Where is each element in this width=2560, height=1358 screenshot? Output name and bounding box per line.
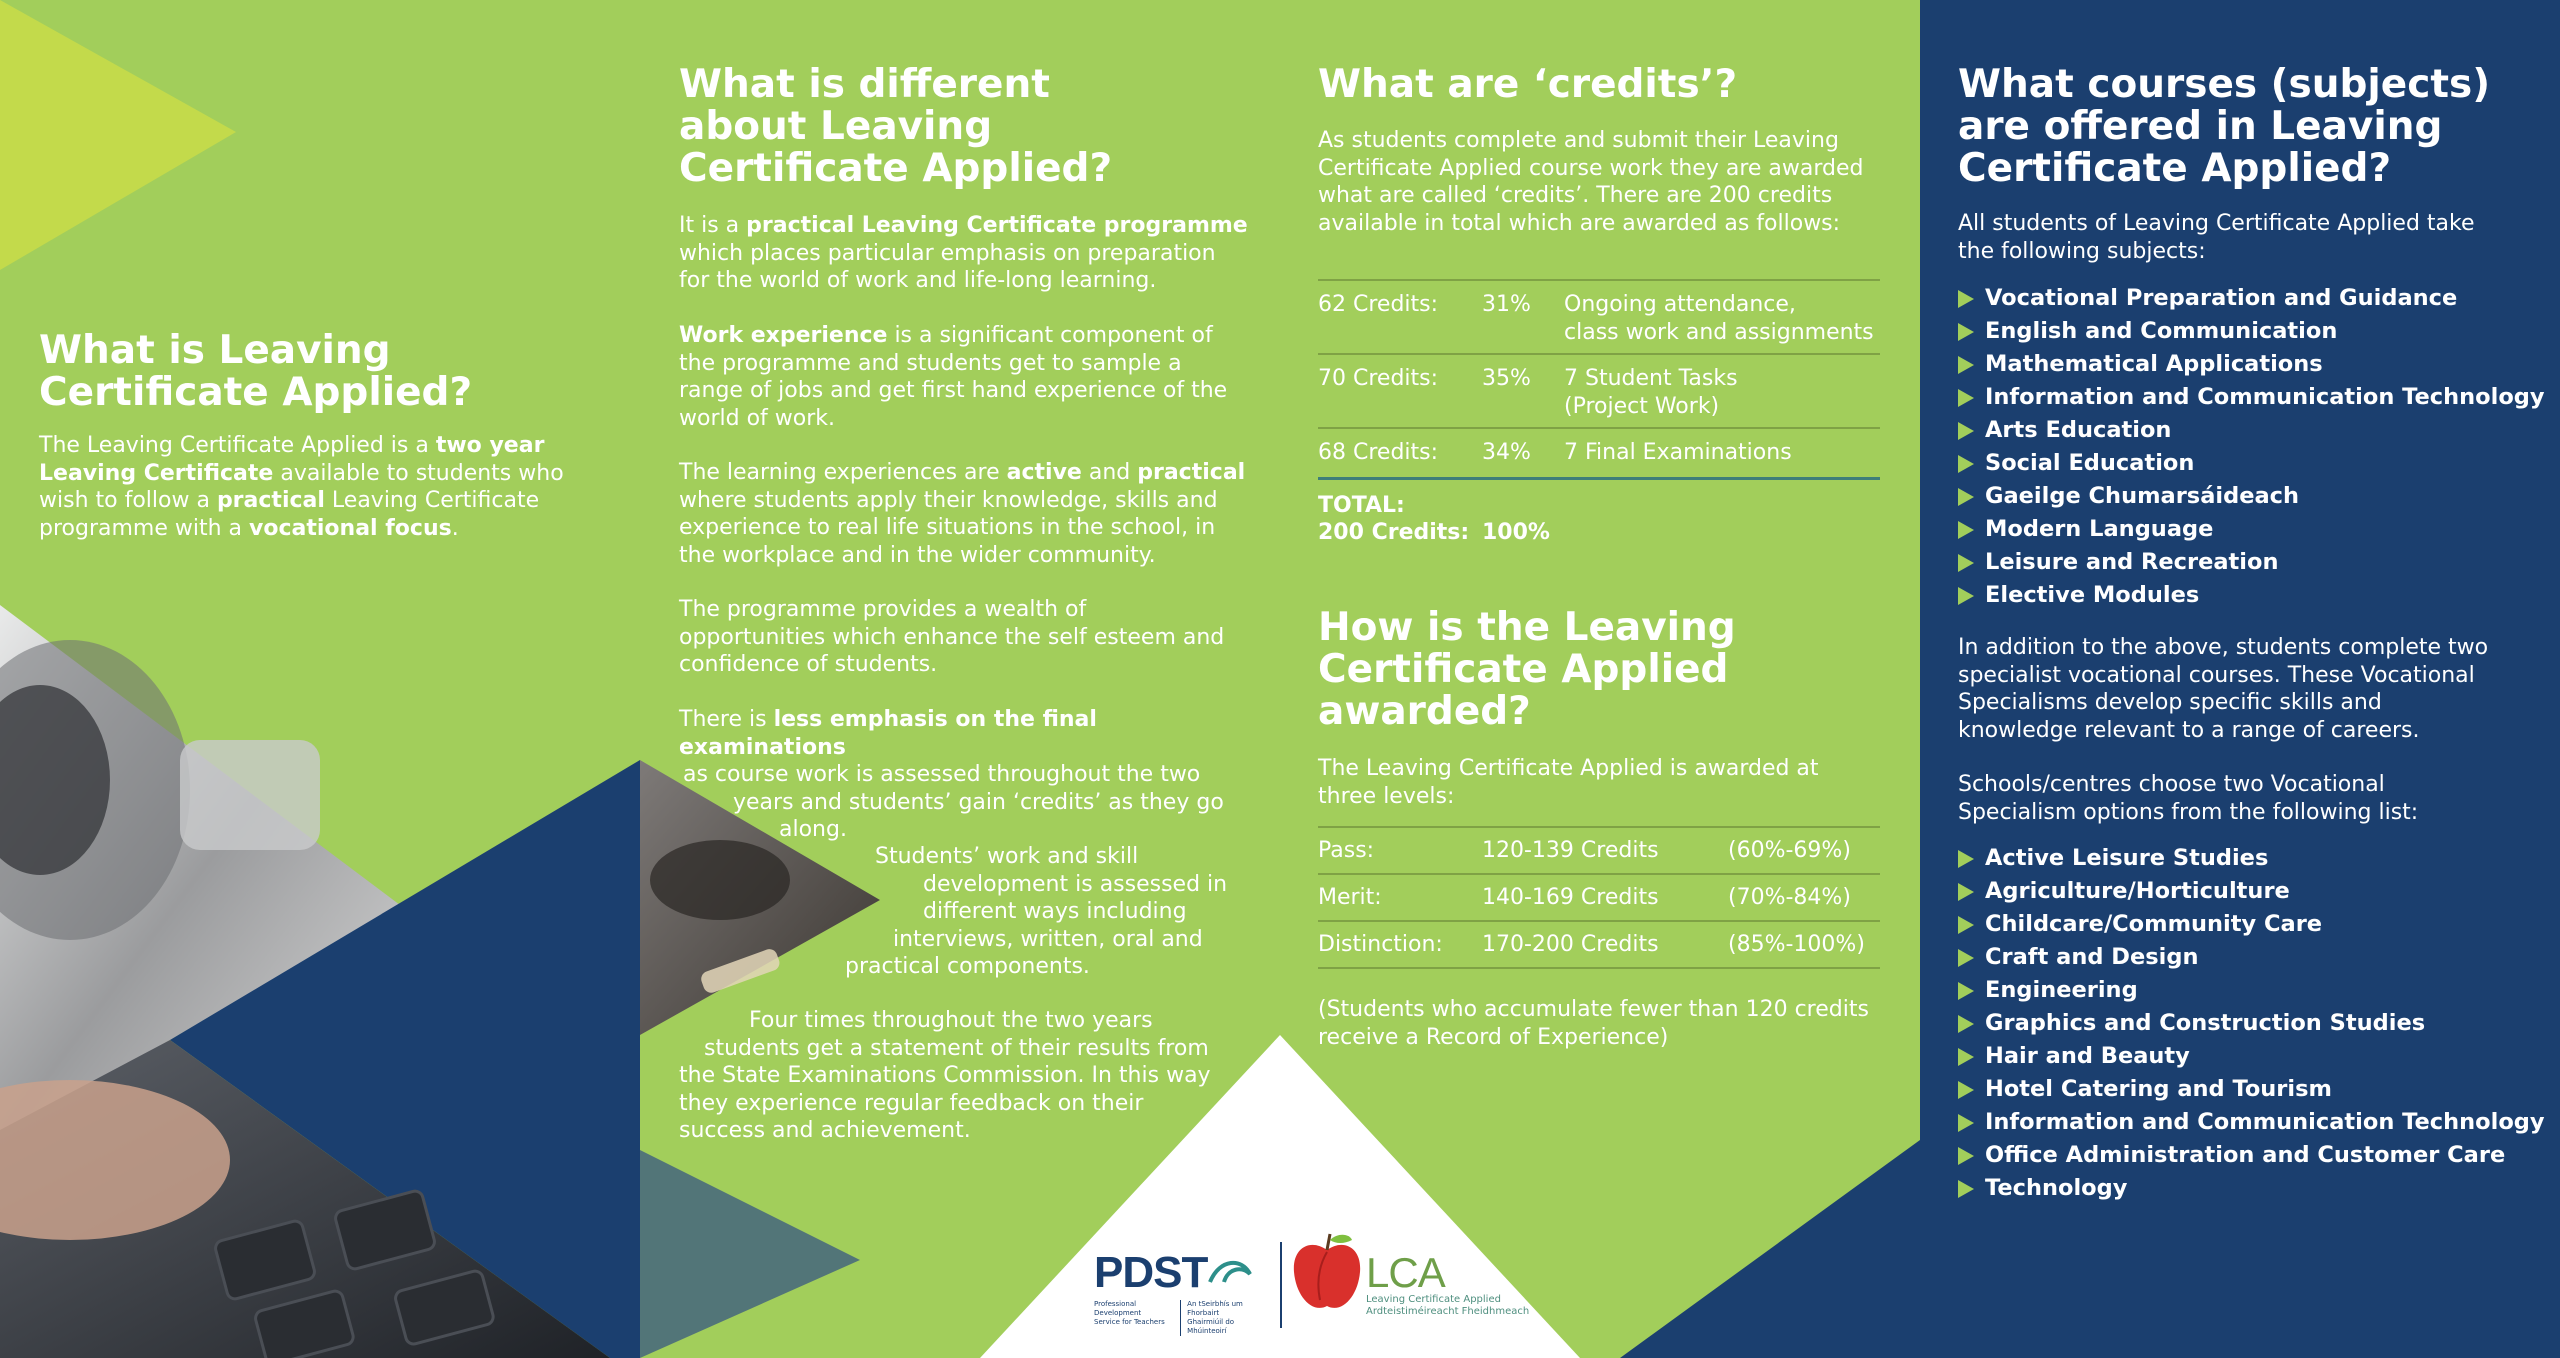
list-item — [1958, 1106, 2548, 1139]
body-text: . — [451, 515, 459, 541]
specialisms-paragraph-line: In addition to the above, students complete two — [1958, 635, 2489, 660]
triangle-bullet-icon — [1958, 455, 1974, 473]
award-row — [1318, 920, 1880, 969]
list-item-label: Hotel Catering and Tourism — [1985, 1076, 2332, 1102]
body-text: years and students’ gain ‘credits’ as they go — [733, 789, 1224, 815]
body-text: The programme provides a wealth of — [679, 597, 1087, 622]
list-item-label: Gaeilge Chumarsáideach — [1985, 483, 2300, 509]
emphasis-text: practical Leaving Certificate programme — [746, 213, 1248, 238]
credits-value: 68 Credits: — [1318, 440, 1439, 465]
list-item — [1958, 513, 2548, 546]
body-text: programme with a — [39, 515, 250, 541]
list-item-label: Social Education — [1985, 450, 2195, 476]
credits-intro-line: what are called ‘credits’. There are 200 credits — [1318, 183, 1833, 208]
para5-line — [679, 761, 1259, 789]
para7-line: they experience regular feedback on their — [679, 1090, 1144, 1116]
credits-desc-line: class work and assignments — [1564, 319, 1874, 345]
body-text: for the world of work and life-long learning. — [679, 268, 1157, 293]
credits-table — [1318, 279, 1880, 550]
pdst-sub-line: An tSeirbhís um Fhorbairt — [1187, 1300, 1243, 1317]
panel1-heading — [39, 330, 472, 414]
para5-line — [679, 816, 1259, 844]
list-item-label: Arts Education — [1985, 417, 2172, 443]
credits-heading: What are ‘credits’? — [1318, 62, 1738, 107]
panel1-body — [39, 432, 599, 542]
pdst-logo — [1094, 1248, 1264, 1335]
list-item-label: Engineering — [1985, 977, 2138, 1003]
specialisms-list — [1958, 842, 2548, 1205]
list-item — [1958, 546, 2548, 579]
triangle-bullet-icon — [1958, 521, 1974, 539]
triangle-bullet-icon — [1958, 1180, 1974, 1198]
list-item — [1958, 875, 2548, 908]
list-item — [1958, 414, 2548, 447]
lca-sub-line: Ardteistiméireacht Fheidhmeach — [1366, 1306, 1530, 1317]
pdst-sub-line: Ghairmiúil do Mhúinteoirí — [1187, 1318, 1235, 1335]
credits-intro-line: available in total which are awarded as follows: — [1318, 210, 1841, 236]
emphasis-text: practical — [1137, 460, 1246, 485]
panel2-heading-line: Certificate Applied? — [679, 146, 1113, 191]
panel2-paragraph — [679, 459, 1259, 569]
choose-paragraph-line: Specialism options from the following list: — [1958, 799, 2419, 825]
credits-intro-line: Certificate Applied course work they are awarded — [1318, 155, 1864, 181]
credits-intro — [1318, 127, 1898, 237]
list-item — [1958, 1007, 2548, 1040]
body-text: available to students who — [273, 460, 564, 486]
courses-intro — [1958, 210, 2538, 265]
award-row — [1318, 873, 1880, 920]
emphasis-text: Leaving Certificate — [39, 460, 274, 486]
list-item — [1958, 282, 2548, 315]
triangle-bullet-icon — [1958, 1048, 1974, 1066]
body-text: confidence of students. — [679, 652, 938, 677]
award-heading-line: awarded? — [1318, 689, 1531, 734]
lca-logo — [1366, 1249, 1530, 1318]
panel2-paragraph — [679, 322, 1259, 432]
para7-line: students get a statement of their results from — [704, 1035, 1209, 1061]
list-item-label: Office Administration and Customer Care — [1985, 1142, 2506, 1168]
triangle-bullet-icon — [1958, 290, 1974, 308]
list-item — [1958, 480, 2548, 513]
para6-line: different ways including — [923, 899, 1187, 924]
triangle-bullet-icon — [1958, 949, 1974, 967]
pdst-sub-line: Professional Development — [1094, 1300, 1142, 1317]
credits-total — [1318, 480, 1880, 550]
list-item-label: Technology — [1985, 1175, 2128, 1201]
triangle-bullet-icon — [1958, 1015, 1974, 1033]
pdst-sub-left — [1094, 1300, 1172, 1336]
pdst-sub — [1094, 1300, 1264, 1336]
panel2-paragraph-7 — [679, 1007, 1279, 1145]
body-text: There is — [679, 707, 774, 732]
award-row — [1318, 826, 1880, 873]
emphasis-text: less emphasis on the final examinations — [679, 707, 1097, 760]
award-level: Merit: — [1318, 885, 1382, 910]
award-range: 120-139 Credits — [1482, 838, 1659, 863]
para7-line: the State Examinations Commission. In this way — [679, 1063, 1211, 1088]
body-text: world of work. — [679, 405, 835, 431]
courses-intro-line: All students of Leaving Certificate Applied take — [1958, 211, 2475, 236]
triangle-bullet-icon — [1958, 916, 1974, 934]
pdst-sub-right — [1180, 1300, 1264, 1336]
credits-desc-line: Ongoing attendance, — [1564, 292, 1796, 317]
para6-line: practical components. — [845, 954, 1090, 979]
list-item — [1958, 1040, 2548, 1073]
panel2-heading-line: What is different — [679, 62, 1050, 107]
credits-intro-line: As students complete and submit their Leaving — [1318, 128, 1839, 153]
list-item-label: Childcare/Community Care — [1985, 911, 2323, 937]
award-note — [1318, 996, 1898, 1051]
award-intro — [1318, 755, 1898, 810]
list-item — [1958, 381, 2548, 414]
list-item-label: Craft and Design — [1985, 944, 2199, 970]
triangle-bullet-icon — [1958, 982, 1974, 1000]
lca-sub-line: Leaving Certificate Applied — [1366, 1294, 1501, 1305]
list-item-label: Vocational Preparation and Guidance — [1985, 285, 2458, 311]
panel2-heading — [679, 64, 1112, 190]
pdst-wordmark: PDST — [1094, 1248, 1208, 1297]
award-intro-line: three levels: — [1318, 783, 1455, 809]
list-item — [1958, 1073, 2548, 1106]
list-item-label: English and Communication — [1985, 318, 2338, 344]
triangle-bullet-icon — [1958, 850, 1974, 868]
list-item-label: Information and Communication Technology — [1985, 1109, 2545, 1135]
triangle-bullet-icon — [1958, 587, 1974, 605]
triangle-bullet-icon — [1958, 389, 1974, 407]
list-item — [1958, 908, 2548, 941]
total-label: TOTAL: — [1318, 493, 1405, 518]
award-percent: (85%-100%) — [1728, 932, 1865, 957]
triangle-bullet-icon — [1958, 323, 1974, 341]
para7-line: success and achievement. — [679, 1118, 971, 1143]
list-item-label: Elective Modules — [1985, 582, 2200, 608]
credits-percent: 31% — [1482, 292, 1531, 317]
courses-heading-line: What courses (subjects) — [1958, 62, 2491, 107]
panel1-heading-line: What is Leaving — [39, 328, 391, 373]
triangle-bullet-icon — [1958, 1114, 1974, 1132]
body-text: is a significant component of — [887, 323, 1213, 348]
total-credits: 200 Credits: — [1318, 520, 1470, 545]
emphasis-text: practical — [216, 488, 325, 513]
list-item — [1958, 974, 2548, 1007]
body-text: wish to follow a — [39, 488, 217, 513]
choose-paragraph — [1958, 771, 2548, 826]
list-item — [1958, 315, 2548, 348]
panel1-heading-line: Certificate Applied? — [39, 370, 473, 415]
award-heading-line: How is the Leaving — [1318, 605, 1736, 650]
list-item-label: Modern Language — [1985, 516, 2214, 542]
award-range: 140-169 Credits — [1482, 885, 1659, 910]
body-text: The Leaving Certificate Applied is a — [39, 433, 436, 458]
specialisms-paragraph-line: knowledge relevant to a range of careers. — [1958, 717, 2420, 743]
para5-line — [679, 789, 1259, 817]
specialisms-paragraph — [1958, 634, 2548, 744]
list-item-label: Graphics and Construction Studies — [1985, 1010, 2426, 1036]
list-item — [1958, 941, 2548, 974]
para6-line: development is assessed in — [923, 871, 1228, 897]
panel2-paragraph-6 — [679, 843, 1259, 981]
credits-percent: 35% — [1482, 366, 1531, 391]
panel2-heading-line: about Leaving — [679, 104, 993, 149]
emphasis-text: two year — [435, 433, 545, 458]
apple-icon — [1290, 1230, 1364, 1316]
award-range: 170-200 Credits — [1482, 932, 1659, 957]
body-text: the programme and students get to sample a — [679, 350, 1182, 376]
list-item — [1958, 579, 2548, 612]
list-item-label: Leisure and Recreation — [1985, 549, 2279, 575]
triangle-bullet-icon — [1958, 554, 1974, 572]
triangle-bullet-icon — [1958, 488, 1974, 506]
credits-desc: 7 Final Examinations — [1564, 440, 1792, 465]
body-text: where students apply their knowledge, skills and — [679, 487, 1218, 513]
specialisms-paragraph-line: specialist vocational courses. These Vocational — [1958, 662, 2475, 688]
credits-row — [1318, 353, 1880, 427]
logo-divider — [1280, 1242, 1282, 1328]
courses-heading — [1958, 64, 2490, 190]
award-percent: (70%-84%) — [1728, 885, 1851, 910]
award-intro-line: The Leaving Certificate Applied is awarded at — [1318, 756, 1819, 781]
para7-line: Four times throughout the two years — [749, 1008, 1153, 1033]
credits-value: 62 Credits: — [1318, 292, 1439, 317]
emphasis-text: Work experience — [679, 323, 888, 348]
list-item-label: Active Leisure Studies — [1985, 845, 2269, 871]
list-item — [1958, 1139, 2548, 1172]
body-text: the workplace and in the wider community. — [679, 542, 1156, 568]
panel2-paragraph — [679, 212, 1259, 295]
list-item-label: Information and Communication Technology — [1985, 384, 2545, 410]
list-item-label: Agriculture/Horticulture — [1985, 878, 2290, 904]
total-percent: 100% — [1482, 520, 1550, 545]
emphasis-text: active — [1006, 460, 1082, 485]
triangle-bullet-icon — [1958, 883, 1974, 901]
subjects-list — [1958, 282, 2548, 612]
triangle-bullet-icon — [1958, 422, 1974, 440]
award-level: Distinction: — [1318, 932, 1443, 957]
pdst-sub-line: Service for Teachers — [1094, 1318, 1165, 1326]
body-text: as course work is assessed throughout the two — [683, 762, 1201, 787]
award-note-line: receive a Record of Experience) — [1318, 1024, 1669, 1050]
body-text: range of jobs and get first hand experience of the — [679, 378, 1228, 403]
credits-desc — [1564, 291, 1874, 346]
credits-row — [1318, 279, 1880, 353]
award-heading — [1318, 607, 1736, 733]
courses-heading-line: Certificate Applied? — [1958, 146, 2392, 191]
award-heading-line: Certificate Applied — [1318, 647, 1729, 692]
body-text: Leaving Certificate — [324, 488, 540, 513]
triangle-bullet-icon — [1958, 356, 1974, 374]
list-item — [1958, 842, 2548, 875]
list-item-label: Hair and Beauty — [1985, 1043, 2190, 1069]
body-text: and — [1081, 460, 1138, 485]
list-item — [1958, 1172, 2548, 1205]
choose-paragraph-line: Schools/centres choose two Vocational — [1958, 772, 2385, 797]
credits-desc-line: 7 Student Tasks — [1564, 366, 1738, 391]
body-text: The learning experiences are — [679, 460, 1007, 485]
list-item-label: Mathematical Applications — [1985, 351, 2323, 377]
para6-line: interviews, written, oral and — [893, 926, 1203, 952]
award-table — [1318, 826, 1880, 969]
triangle-bullet-icon — [1958, 1081, 1974, 1099]
award-note-line: (Students who accumulate fewer than 120 credits — [1318, 997, 1869, 1022]
body-text: It is a — [679, 213, 747, 238]
credits-percent: 34% — [1482, 440, 1531, 465]
courses-intro-line: the following subjects: — [1958, 238, 2206, 264]
list-item — [1958, 447, 2548, 480]
award-level: Pass: — [1318, 838, 1375, 863]
para6-line: Students’ work and skill — [875, 844, 1139, 869]
para5-line — [679, 706, 1259, 761]
pdst-swirl-icon — [1206, 1252, 1256, 1292]
award-percent: (60%-69%) — [1728, 838, 1851, 863]
panel2-paragraph-5 — [679, 706, 1259, 844]
lca-wordmark: LCA — [1366, 1249, 1445, 1296]
body-text: which places particular emphasis on preparation — [679, 240, 1216, 266]
body-text: opportunities which enhance the self esteem and — [679, 624, 1225, 650]
triangle-bullet-icon — [1958, 1147, 1974, 1165]
credits-desc — [1564, 365, 1738, 420]
panel2-paragraph — [679, 596, 1259, 679]
credits-value: 70 Credits: — [1318, 366, 1439, 391]
body-text: along. — [779, 817, 847, 842]
credits-desc-line: (Project Work) — [1564, 393, 1720, 419]
specialisms-paragraph-line: Specialisms develop specific skills and — [1958, 690, 2382, 715]
emphasis-text: vocational focus — [249, 515, 452, 541]
body-text: experience to real life situations in the school, in — [679, 515, 1216, 540]
list-item — [1958, 348, 2548, 381]
courses-heading-line: are offered in Leaving — [1958, 104, 2443, 149]
credits-row — [1318, 427, 1880, 477]
